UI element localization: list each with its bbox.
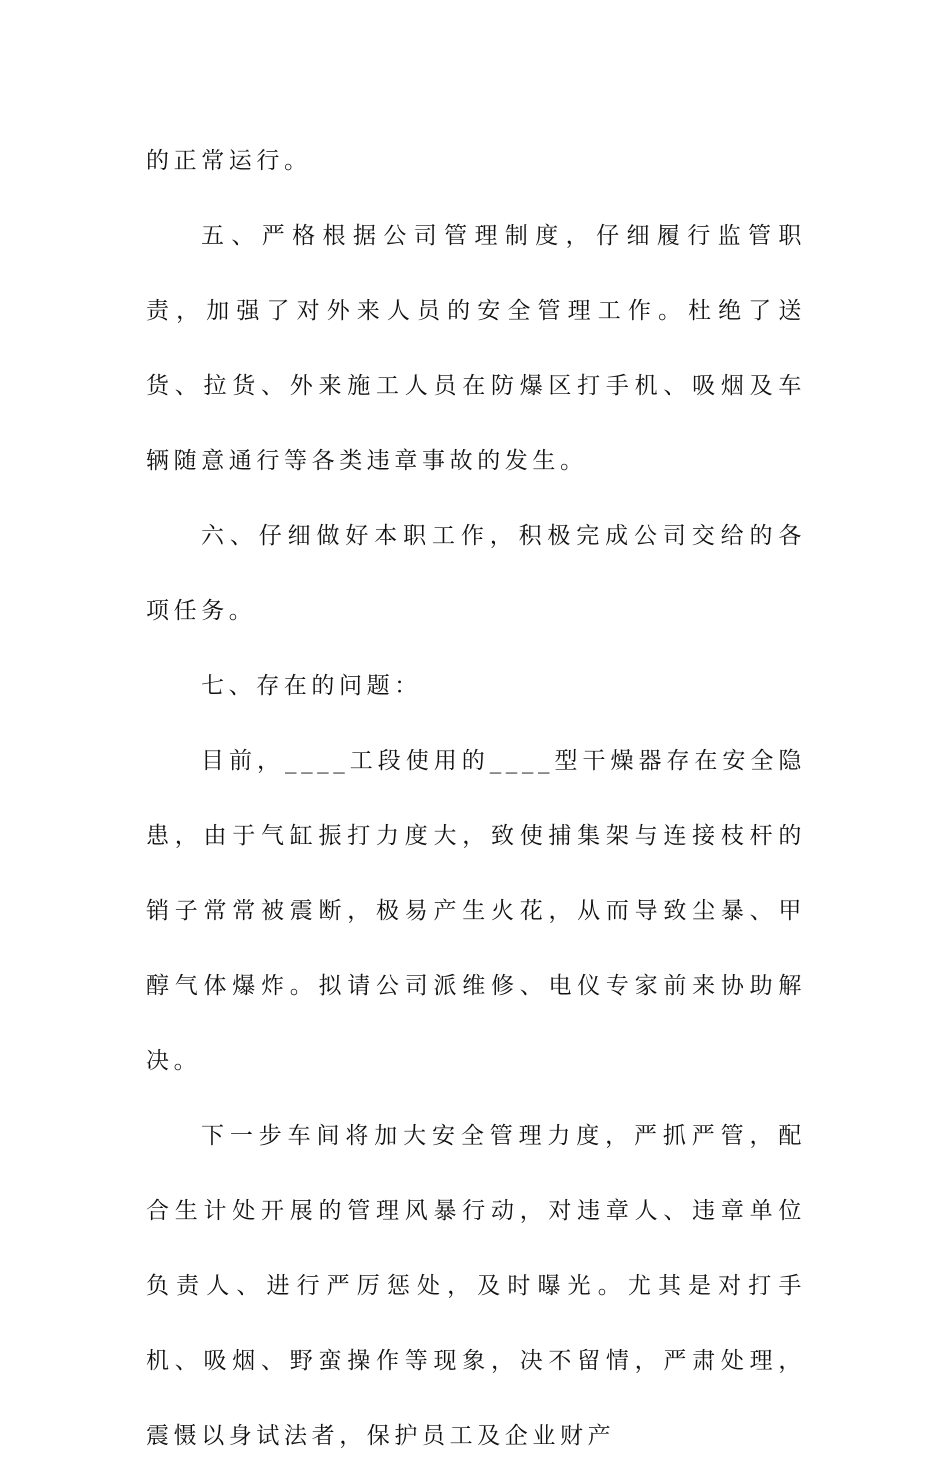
document-body	[146, 124, 806, 1474]
text-line: 的正常运行。	[146, 148, 312, 174]
text-line: 目前，____工段使用的____型干燥器存在安全隐患，由于	[146, 748, 806, 849]
text-line: 极易产生火花，从而导致尘暴、甲醇气体爆炸。拟请公司派维	[146, 898, 806, 999]
text-line: 生。	[532, 448, 588, 474]
paragraph-problem	[146, 724, 806, 1099]
text-line: 对外来人员的安全管理工作。杜绝了送货、拉货、外来施工人	[146, 298, 807, 399]
text-line: 决不留情，严肃处理，震慑以身试法者，保护员工及企业财产	[146, 1348, 806, 1449]
text-line: 员在防爆区打手机、吸烟及车辆随意通行等各类违章事故的发	[146, 373, 806, 474]
text-line: 修、电仪专家前来协助解决。	[146, 973, 807, 1074]
text-line: 惩处，及时曝光。尤其是对打手机、吸烟、野蛮操作等现象，	[146, 1273, 806, 1374]
paragraph-continuation	[146, 124, 806, 199]
paragraph-next-step	[146, 1099, 806, 1474]
text-line: 下一步车间将加大安全管理力度，严抓严管，配合生计处	[146, 1123, 806, 1224]
text-line: 开展的管理风暴行动，对违章人、违章单位负责人、进行严厉	[146, 1198, 806, 1299]
text-line: 气缸振打力度大，致使捕集架与连接枝杆的销子常常被震断，	[146, 823, 806, 924]
paragraph-item-six	[146, 499, 806, 649]
text-line: 七、存在的问题：	[201, 673, 422, 699]
paragraph-item-five	[146, 199, 806, 499]
text-line: 六、仔细做好本职工作，积极完成公司交给的各项任务。	[146, 523, 806, 624]
text-line: 五、严格根据公司管理制度，仔细履行监管职责，加强了	[146, 223, 806, 324]
paragraph-item-seven	[146, 649, 806, 724]
